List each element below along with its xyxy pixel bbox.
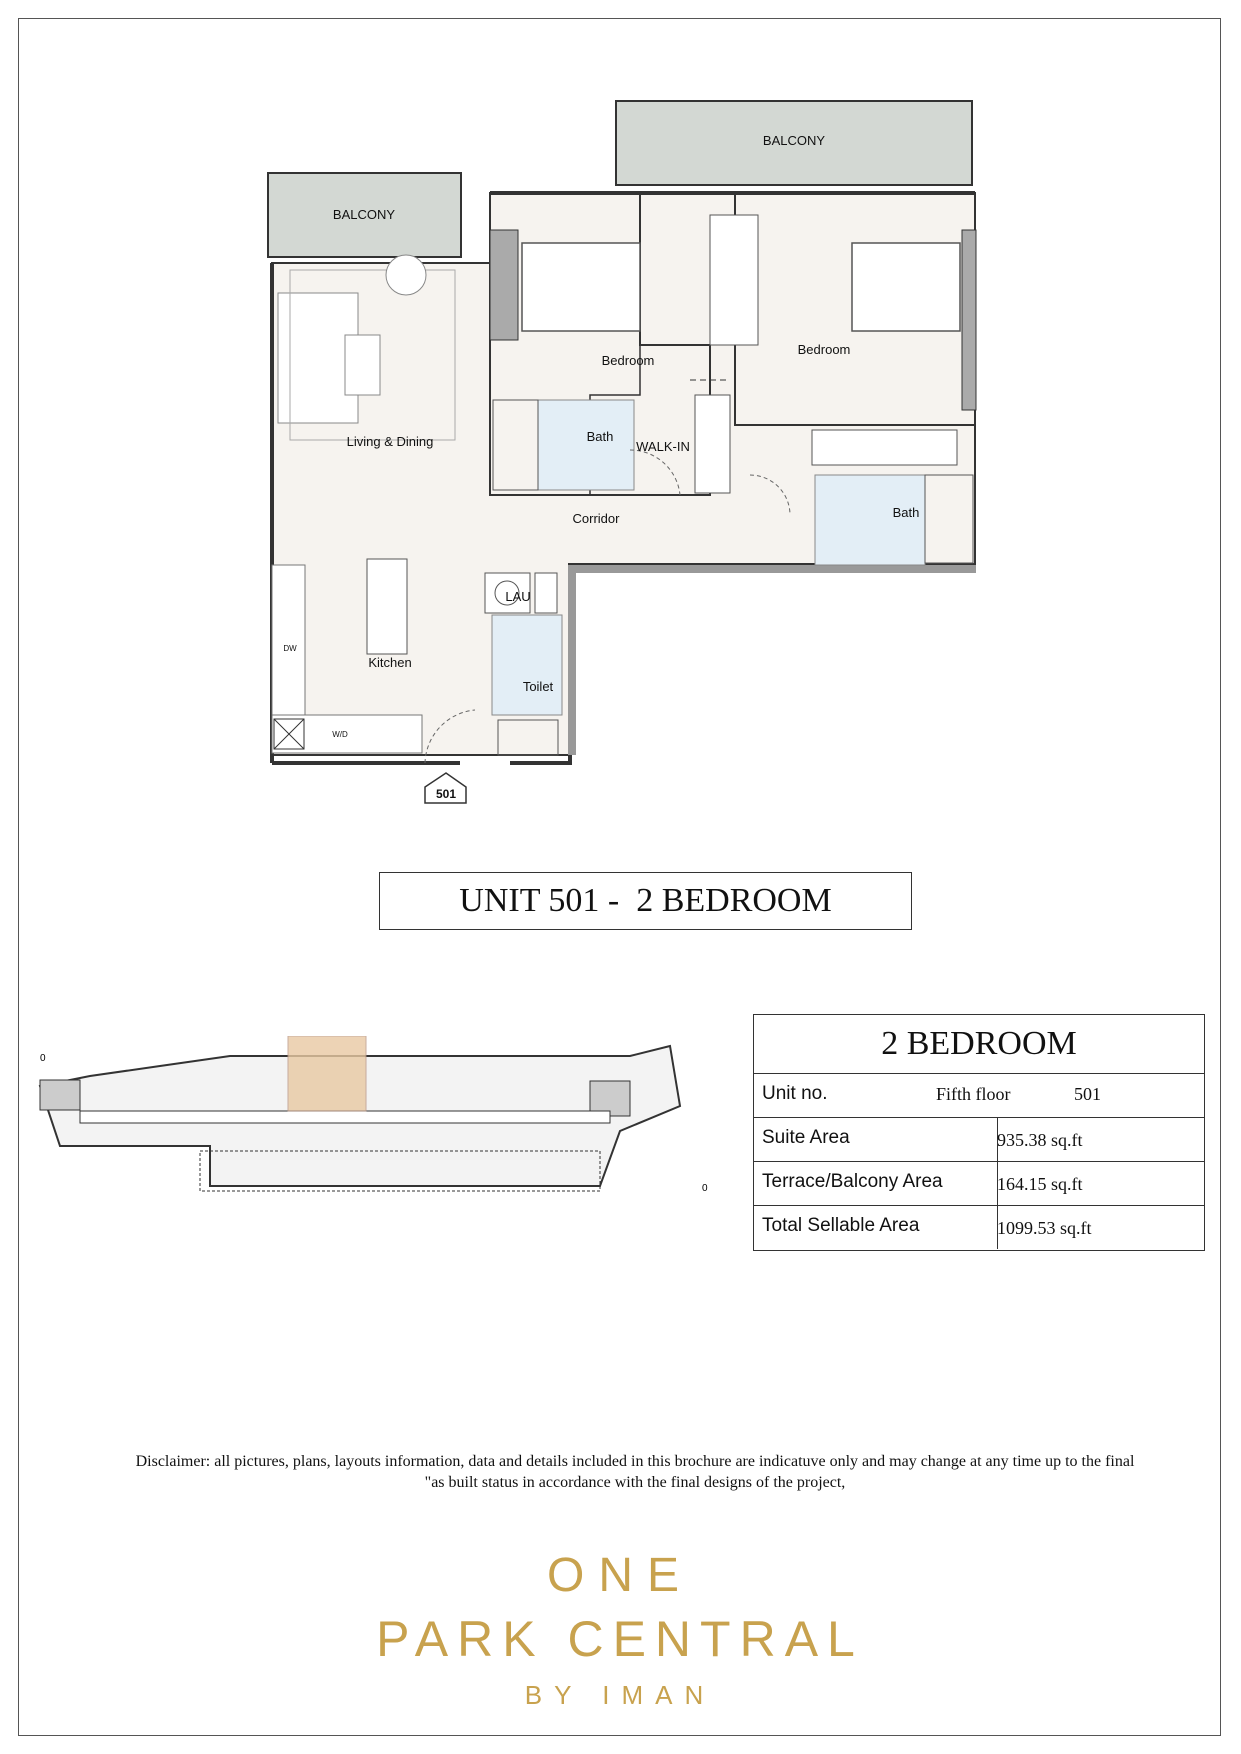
living-label: Living & Dining	[346, 434, 434, 449]
corridor-label: Corridor	[572, 511, 620, 526]
bath-1-floor	[538, 400, 634, 490]
floor-plan	[260, 95, 980, 805]
spec-row-value: 935.38 sq.ft	[997, 1130, 1083, 1150]
spec-row-value: 1099.53 sq.ft	[997, 1218, 1092, 1238]
unit-no-label: Unit no.	[762, 1083, 828, 1104]
unit-no-value: 501	[1074, 1084, 1101, 1104]
spec-unit-row	[754, 1073, 1204, 1117]
disclaimer	[70, 1451, 1200, 1493]
bed-2	[852, 243, 960, 331]
logo-line-1: ONE	[546, 1549, 693, 1602]
walk-in-label: WALK-IN	[636, 439, 690, 454]
disclaimer-line-1: Disclaimer: all pictures, plans, layouts information, data and details included in this brochure are indicatuve only and may change at any time up to the final	[135, 1453, 1135, 1470]
spec-row-label: Total Sellable Area	[762, 1215, 920, 1236]
dw-label: DW	[283, 644, 297, 653]
balcony-right-label: BALCONY	[762, 133, 826, 148]
bath-2-floor	[815, 475, 925, 565]
key-plan	[30, 1036, 730, 1216]
bedroom-2-label: Bedroom	[797, 342, 851, 357]
bedroom-1-label: Bedroom	[601, 353, 655, 368]
spec-heading: 2 BEDROOM	[881, 1025, 1077, 1062]
floor-value: Fifth floor	[936, 1084, 1011, 1104]
dining-table	[367, 559, 407, 654]
logo-line-3: BY IMAN	[524, 1680, 716, 1710]
unit-highlight	[288, 1036, 366, 1111]
logo-line-2: PARK CENTRAL	[376, 1611, 864, 1667]
bath-1-label: Bath	[586, 429, 614, 444]
balcony-left-label: BALCONY	[332, 207, 396, 222]
disclaimer-line-2: "as built status in accordance with the final designs of the project,	[424, 1474, 846, 1491]
key-plan-label-left: 0	[40, 1053, 46, 1064]
coffee-table	[345, 335, 380, 395]
spec-row	[754, 1161, 1204, 1205]
entry-tag: 501	[435, 787, 457, 801]
key-plan-label-right: 0	[702, 1183, 708, 1194]
toilet-label: Toilet	[522, 679, 554, 694]
unit-title: UNIT 501 - 2 BEDROOM	[379, 872, 912, 930]
wm-label: W/D	[332, 730, 348, 739]
lau-label: LAU	[505, 589, 531, 604]
kitchen-label: Kitchen	[368, 655, 412, 670]
brand-logo	[340, 1530, 900, 1710]
spec-row	[754, 1117, 1204, 1161]
spec-table	[753, 1014, 1205, 1251]
bath-2-label: Bath	[892, 505, 920, 520]
spec-row-label: Terrace/Balcony Area	[762, 1171, 943, 1192]
spec-row-label: Suite Area	[762, 1127, 850, 1148]
spec-row	[754, 1205, 1204, 1249]
bed-1	[522, 243, 640, 331]
spec-row-value: 164.15 sq.ft	[997, 1174, 1083, 1194]
toilet-floor	[492, 615, 562, 715]
